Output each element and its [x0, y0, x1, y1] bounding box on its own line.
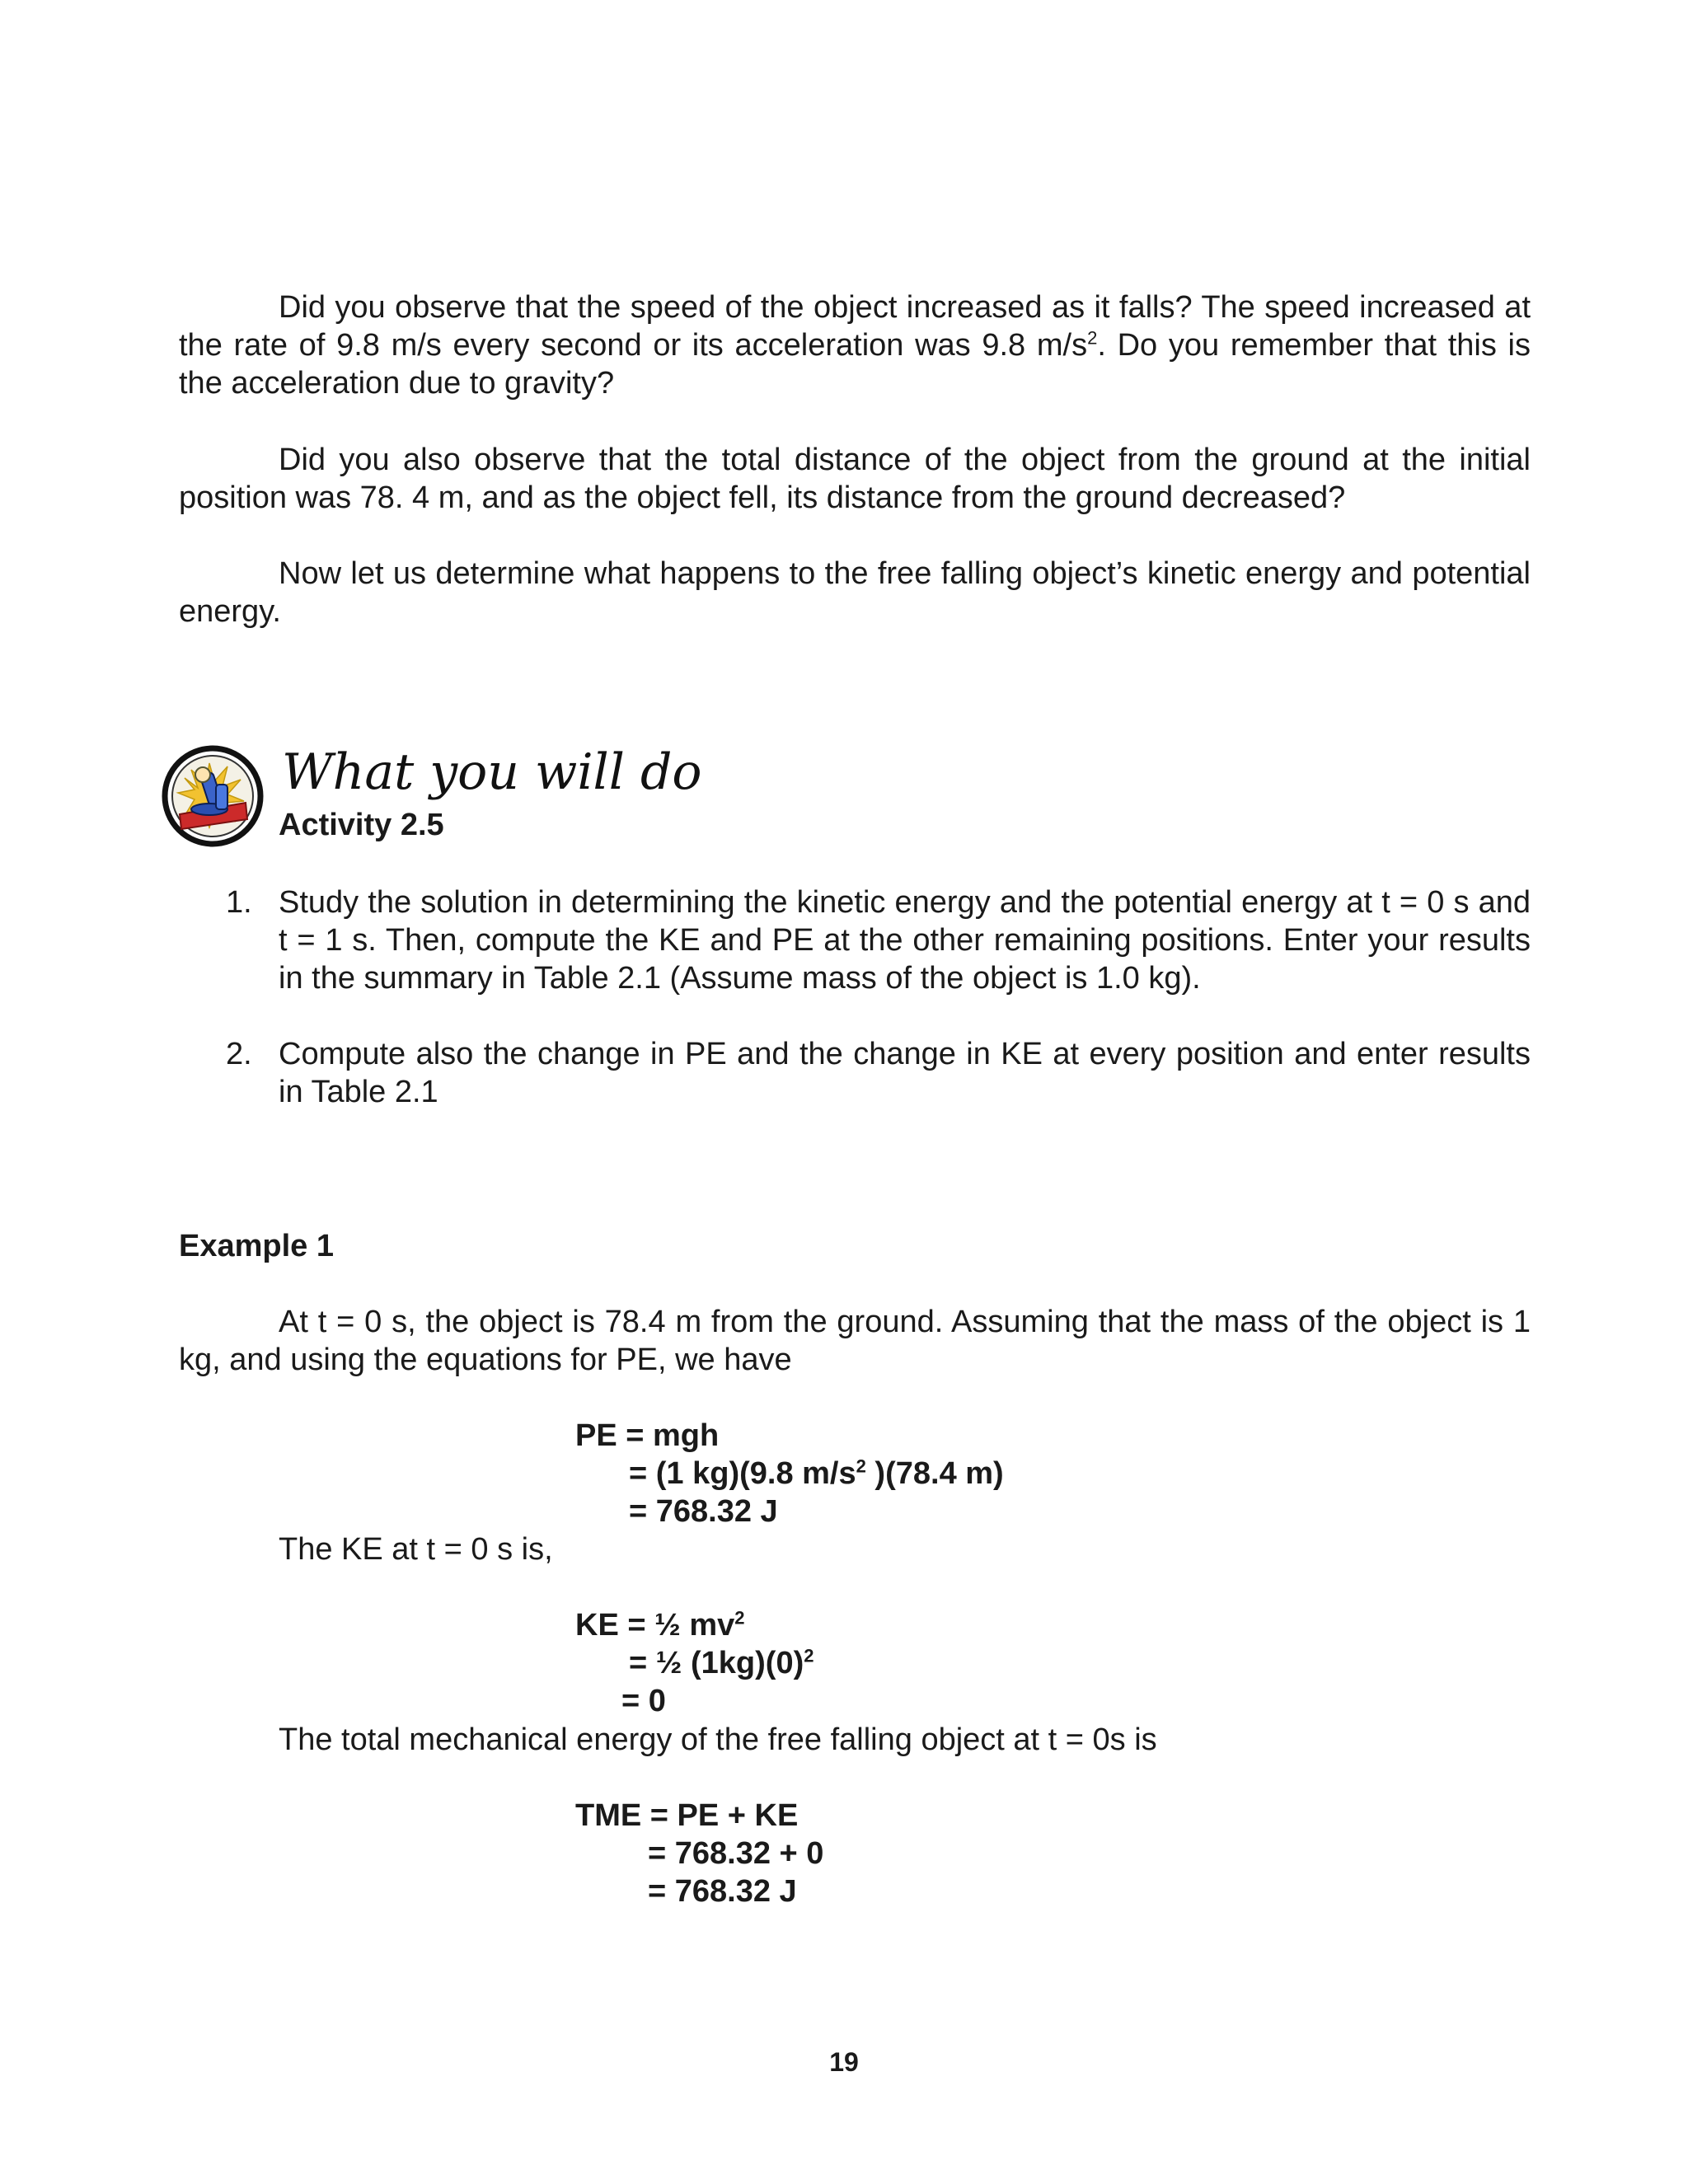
page-number: 19: [829, 2047, 859, 2077]
superscript: 2: [1087, 327, 1098, 349]
intro-paragraph-1: [179, 288, 1531, 402]
pe-equation-line-2: [629, 1455, 1004, 1493]
pe-line-2-text: = (1 kg)(9.8 m/s: [629, 1456, 856, 1491]
tme-equation-line-1: TME = PE + KE: [575, 1798, 799, 1833]
step-text: Compute also the change in PE and the change in KE at every position and enter results in Table 2.1: [279, 1037, 1531, 1109]
superscript: 2: [734, 1607, 745, 1629]
intro-paragraph-3-text: Now let us determine what happens to the free falling object’s kinetic energy and potential energy.: [179, 556, 1531, 629]
step-number: 1.: [226, 885, 252, 920]
example-label: Example 1: [179, 1229, 334, 1263]
ke-equation-line-3: = 0: [621, 1684, 666, 1718]
ke-equation-line-2: [629, 1644, 814, 1682]
step-text: Study the solution in determining the kinetic energy and the potential energy at t = 0 s and t = 1 s. Then, compute the KE and PE at the other remaining positions. Enter your results in the summary in Table 2.1 (Assume mass of the object is 1.0 kg).: [279, 885, 1531, 996]
tme-equation-line-2: = 768.32 + 0: [648, 1836, 824, 1871]
tme-intro: The total mechanical energy of the free falling object at t = 0s is: [279, 1722, 1157, 1757]
ke-equation-line-1: [575, 1606, 745, 1644]
pe-equation-line-1: PE = mgh: [575, 1418, 720, 1453]
step-number: 2.: [226, 1037, 252, 1071]
superscript: 2: [804, 1645, 814, 1666]
microscope-scientist-icon: [162, 745, 264, 847]
intro-paragraph-1-text: Did you observe that the speed of the object increased as it falls? The speed increased at the rate of 9.8 m/s every second or its acceleration was 9.8 m/s: [179, 290, 1531, 363]
activity-step: [179, 883, 1531, 997]
ke-line-1-text: KE = ½ mv: [575, 1608, 735, 1643]
pe-line-2-text-end: )(78.4 m): [865, 1456, 1004, 1491]
tme-equation-line-3: = 768.32 J: [648, 1874, 797, 1909]
activity-heading: What you will do: [282, 743, 702, 801]
activity-label: Activity 2.5: [279, 808, 444, 842]
superscript: 2: [856, 1455, 866, 1477]
intro-paragraph-2: [179, 441, 1531, 517]
pe-equation-line-3: = 768.32 J: [629, 1494, 778, 1529]
activity-step: [179, 1035, 1531, 1111]
ke-intro: The KE at t = 0 s is,: [279, 1532, 553, 1567]
intro-paragraph-3: [179, 555, 1531, 630]
activity-steps: [179, 883, 1531, 1149]
ke-line-2-text: = ½ (1kg)(0): [629, 1646, 804, 1680]
example-intro-text: At t = 0 s, the object is 78.4 m from the ground. Assuming that the mass of the object is 1 kg, and using the equations for PE, we have: [179, 1305, 1531, 1377]
intro-paragraph-2-text: Did you also observe that the total distance of the object from the ground at the initial position was 78. 4 m, and as the object fell, its distance from the ground decreased?: [179, 443, 1531, 515]
example-intro: [179, 1303, 1531, 1379]
intro-paragraph-1-text-end: . Do you remember that this is the acceleration due to gravity?: [179, 328, 1531, 401]
